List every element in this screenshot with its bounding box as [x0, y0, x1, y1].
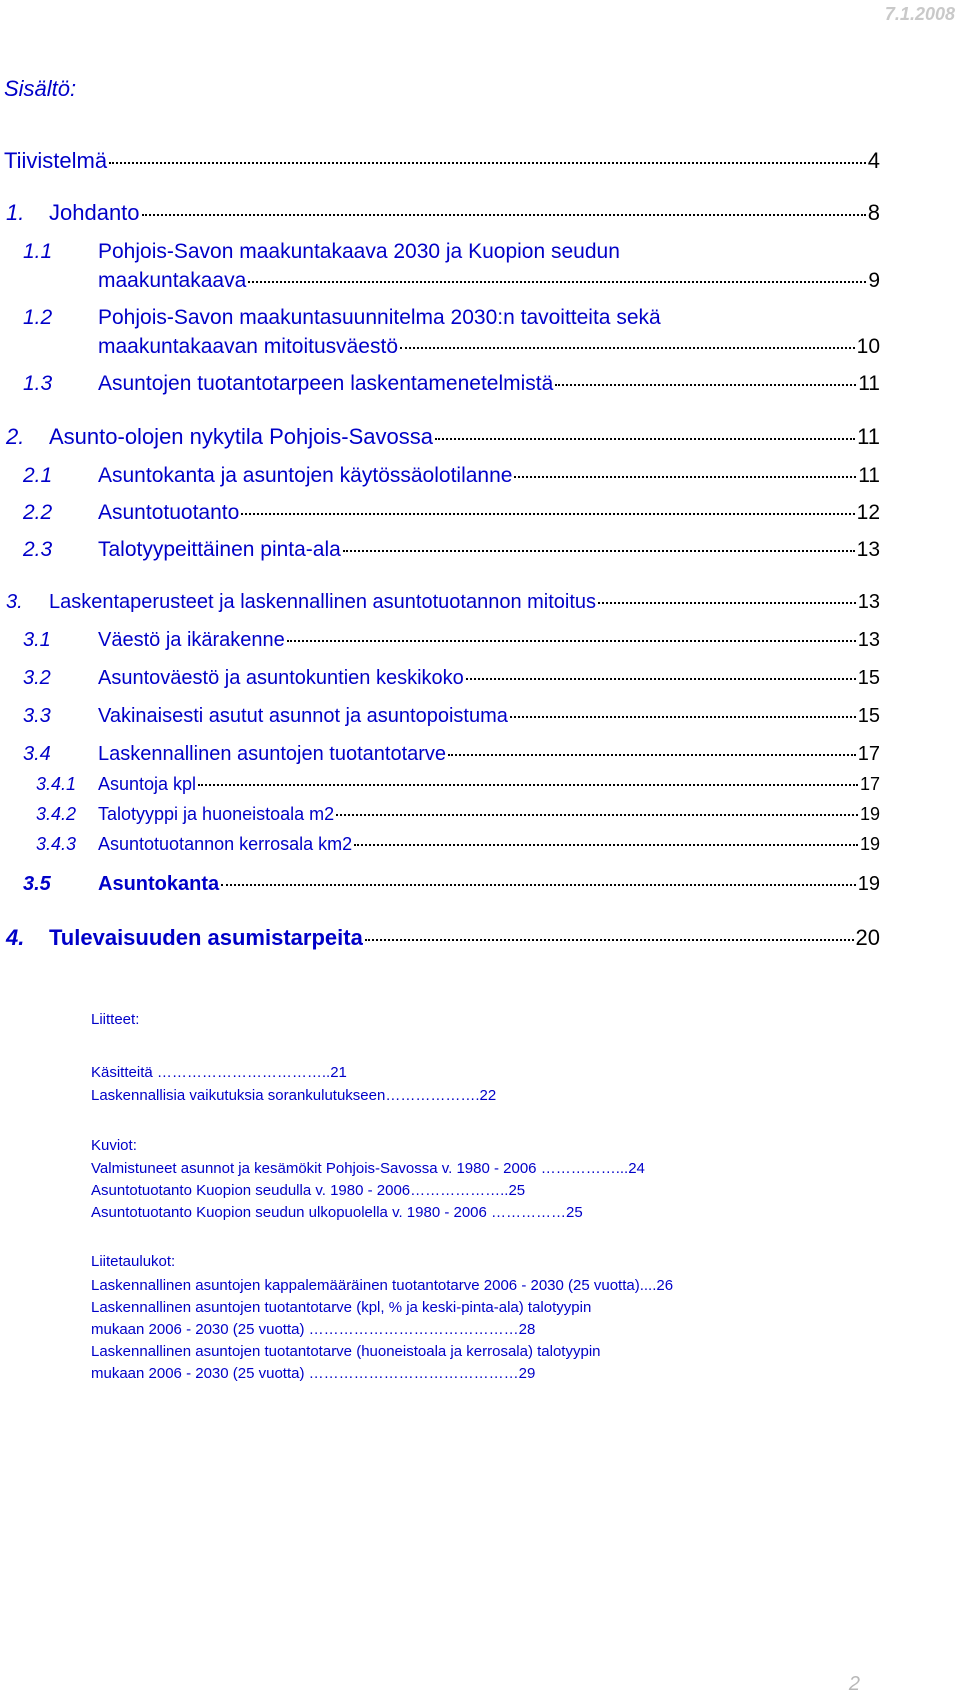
dot-leader — [198, 784, 858, 786]
toc-entry-page: 15 — [857, 705, 880, 727]
toc-entry-number: 3.3 — [23, 705, 51, 727]
appendix-tables-heading: Liitetaulukot: — [91, 1253, 176, 1270]
toc-entry-page: 19 — [859, 804, 880, 824]
toc-entry-title: Pohjois-Savon maakuntakaava 2030 ja Kuopion seudun — [98, 240, 620, 263]
toc-entry-number: 2.3 — [23, 538, 53, 561]
appendix-line[interactable]: Laskennallisia vaikutuksia sorankulutukseen……………….22 — [91, 1087, 497, 1104]
header-date: 7.1.2008 — [884, 4, 955, 24]
dot-leader — [241, 513, 854, 515]
toc-entry-page: 11 — [858, 464, 880, 487]
appendix-table-line[interactable]: Laskennallinen asuntojen kappalemääräinen tuotantotarve 2006 - 2030 (25 vuotta)....26 — [91, 1277, 674, 1294]
toc-entry-1-1-continued[interactable] — [98, 269, 880, 293]
toc-entry-3-4-2[interactable] — [36, 804, 880, 825]
toc-entry-1-2[interactable] — [23, 306, 880, 330]
toc-entry-3-2[interactable] — [23, 667, 880, 690]
toc-entry-page: 17 — [859, 774, 880, 794]
toc-entry-page: 13 — [857, 591, 880, 613]
dot-leader — [221, 884, 856, 886]
toc-entry-1-2-continued[interactable] — [98, 335, 880, 359]
toc-entry-number: 3.4.3 — [36, 834, 77, 854]
toc-entry-page: 4 — [867, 148, 880, 173]
toc-entry-page: 19 — [857, 873, 880, 895]
toc-entry-page: 17 — [857, 743, 880, 765]
toc-entry-number: 3.4.2 — [36, 804, 77, 824]
toc-entry-4[interactable] — [6, 925, 880, 951]
dot-leader — [354, 844, 858, 846]
toc-entry-number: 2. — [6, 424, 25, 449]
dot-leader — [336, 814, 858, 816]
toc-entry-page: 20 — [855, 925, 880, 950]
dot-leader — [248, 281, 866, 283]
dot-leader — [343, 550, 855, 552]
toc-entry-1-3[interactable] — [23, 372, 880, 396]
toc-entry-title: Asuntokanta ja asuntojen käytössäolotilanne — [98, 464, 513, 487]
toc-entry-page: 12 — [856, 501, 880, 524]
toc-entry-title: Laskentaperusteet ja laskennallinen asuntotuotannon mitoitus — [49, 591, 597, 613]
toc-entry-page: 11 — [857, 424, 880, 449]
toc-entry-3-4-3[interactable] — [36, 834, 880, 855]
toc-entry-number: 2.1 — [23, 464, 53, 487]
toc-entry-title: Tiivistelmä — [4, 148, 108, 173]
toc-entry-title: Johdanto — [49, 200, 140, 225]
toc-entry-title: Asunto-olojen nykytila Pohjois-Savossa — [49, 424, 433, 449]
figure-line[interactable]: Asuntotuotanto Kuopion seudulla v. 1980 - 2006………………..25 — [91, 1182, 526, 1199]
toc-entry-page: 13 — [856, 538, 880, 561]
toc-entry-number: 3.5 — [23, 873, 51, 895]
dot-leader — [365, 939, 854, 941]
toc-entry-page: 8 — [867, 200, 880, 225]
toc-entry-page: 11 — [858, 372, 880, 395]
page-number: 2 — [848, 1673, 860, 1695]
appendix-table-line[interactable]: mukaan 2006 - 2030 (25 vuotta) ……………………………………29 — [91, 1365, 536, 1382]
toc-entry-1-1[interactable] — [23, 240, 880, 264]
dot-leader — [435, 438, 855, 440]
dot-leader — [466, 678, 856, 680]
toc-entry-title: Laskennallinen asuntojen tuotantotarve — [98, 743, 447, 765]
toc-entry-number: 1.1 — [23, 240, 53, 263]
toc-entry-2[interactable] — [6, 424, 880, 450]
toc-entry-title: Asuntoja kpl — [98, 774, 197, 794]
figure-line[interactable]: Valmistuneet asunnot ja kesämökit Pohjois-Savossa v. 1980 - 2006 ……………...24 — [91, 1160, 645, 1177]
toc-entry-number: 1. — [6, 200, 25, 225]
toc-entry-2-2[interactable] — [23, 501, 880, 525]
figures-heading: Kuviot: — [91, 1137, 137, 1154]
dot-leader — [510, 716, 856, 718]
toc-entry-page: 9 — [868, 269, 880, 292]
dot-leader — [142, 214, 866, 216]
toc-title: Sisältö: — [4, 76, 77, 101]
toc-entry-3-1[interactable] — [23, 629, 880, 652]
toc-entry-title: Asuntokanta — [98, 873, 220, 895]
toc-entry-number: 3.4.1 — [36, 774, 77, 794]
appendix-line[interactable]: Käsitteitä ……………………………..21 — [91, 1064, 347, 1081]
toc-entry-page: 15 — [857, 667, 880, 689]
toc-entry-3-3[interactable] — [23, 705, 880, 728]
toc-entry-2-1[interactable] — [23, 464, 880, 488]
toc-entry-3-4-1[interactable] — [36, 774, 880, 795]
toc-entry-title-cont: maakuntakaavan mitoitusväestö — [98, 335, 398, 358]
toc-entry-title: Asuntoväestö ja asuntokuntien keskikoko — [98, 667, 464, 689]
toc-entry-number: 4. — [6, 925, 25, 950]
dot-leader — [514, 476, 856, 478]
dot-leader — [109, 162, 866, 164]
toc-entry-page: 13 — [857, 629, 880, 651]
toc-entry-title: Tulevaisuuden asumistarpeita — [49, 925, 363, 950]
dot-leader — [555, 384, 856, 386]
toc-entry-2-3[interactable] — [23, 538, 880, 562]
toc-entry-number: 3.1 — [23, 629, 51, 651]
toc-entry-3[interactable] — [6, 591, 880, 614]
toc-entry-title-cont: maakuntakaava — [98, 269, 247, 292]
toc-entry-number: 3.2 — [23, 667, 51, 689]
toc-entry-title: Talotyypeittäinen pinta-ala — [98, 538, 341, 561]
toc-entry-1[interactable] — [6, 200, 880, 226]
toc-entry-tiivistelma[interactable] — [4, 148, 880, 174]
appendices-heading: Liitteet: — [91, 1011, 140, 1028]
appendix-table-line[interactable]: mukaan 2006 - 2030 (25 vuotta) ……………………………………28 — [91, 1321, 536, 1338]
toc-entry-page: 10 — [856, 335, 880, 358]
appendix-table-line[interactable]: Laskennallinen asuntojen tuotantotarve (kpl, % ja keski-pinta-ala) talotyypin — [91, 1299, 592, 1316]
toc-entry-number: 3. — [6, 591, 23, 613]
toc-entry-title: Pohjois-Savon maakuntasuunnitelma 2030:n tavoitteita sekä — [98, 306, 661, 329]
toc-entry-number: 1.2 — [23, 306, 53, 329]
dot-leader — [400, 347, 855, 349]
toc-entry-title: Talotyyppi ja huoneistoala m2 — [98, 804, 335, 824]
dot-leader — [287, 640, 856, 642]
dot-leader — [598, 602, 856, 604]
toc-entry-number: 2.2 — [23, 501, 53, 524]
toc-entry-title: Väestö ja ikärakenne — [98, 629, 285, 651]
toc-entry-3-4[interactable] — [23, 743, 880, 766]
appendix-table-line[interactable]: Laskennallinen asuntojen tuotantotarve (huoneistoala ja kerrosala) talotyypin — [91, 1343, 601, 1360]
toc-entry-title: Asuntotuotannon kerrosala km2 — [98, 834, 353, 854]
toc-entry-3-5[interactable] — [23, 873, 880, 896]
figure-line[interactable]: Asuntotuotanto Kuopion seudun ulkopuolella v. 1980 - 2006 ……………25 — [91, 1204, 583, 1221]
dot-leader — [448, 754, 856, 756]
toc-entry-page: 19 — [859, 834, 880, 854]
toc-entry-title: Asuntotuotanto — [98, 501, 240, 524]
toc-entry-title: Vakinaisesti asutut asunnot ja asuntopoistuma — [98, 705, 508, 727]
toc-entry-number: 3.4 — [23, 743, 51, 765]
toc-entry-number: 1.3 — [23, 372, 53, 395]
toc-entry-title: Asuntojen tuotantotarpeen laskentamenetelmistä — [98, 372, 554, 395]
